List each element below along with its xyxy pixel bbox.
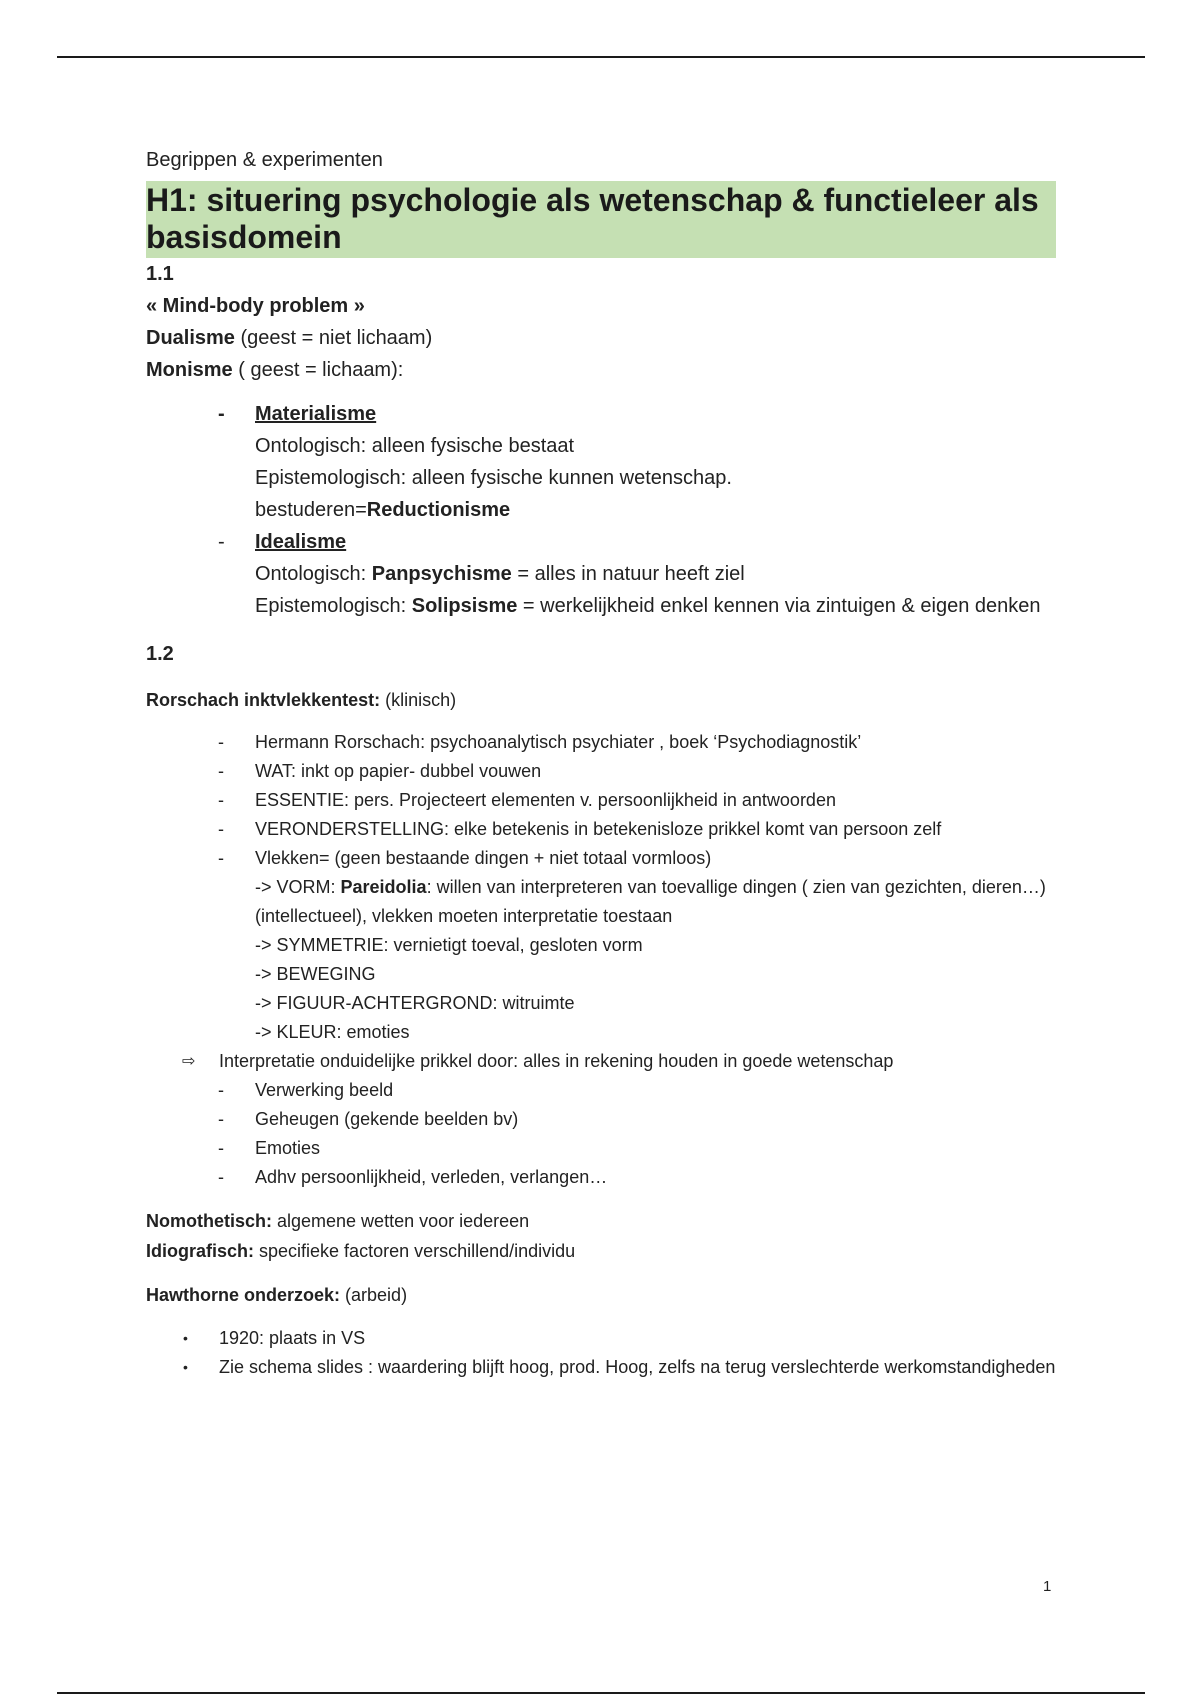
dash-marker: - [218, 1080, 224, 1100]
rorschach-label: Rorschach inktvlekkentest: [146, 690, 381, 710]
hawthorne-label-line [146, 1280, 1061, 1310]
rorschach-tag: (klinisch) [380, 690, 457, 710]
rorschach-label-line [146, 686, 1061, 714]
dash-marker: - [218, 732, 224, 752]
bullet-marker: • [183, 1330, 188, 1346]
list-item-materialisme [146, 398, 1061, 526]
epi-post: = werkelijkheid enkel kennen via zintuigen & eigen denken [517, 595, 1041, 617]
idiografisch-line [146, 1236, 1061, 1266]
monisme-desc: ( geest = lichaam): [232, 359, 404, 381]
reductionisme-term: Reductionisme [366, 499, 511, 521]
list-item [146, 815, 1061, 844]
section-number-1-2: 1.2 [146, 643, 174, 665]
list-item [146, 757, 1061, 786]
dash-marker: - [218, 819, 224, 839]
onto-pre: Ontologisch: [255, 563, 372, 585]
interpretatie-factor: Geheugen (gekende beelden bv) [255, 1109, 519, 1129]
hawthorne-item-text: 1920: plaats in VS [219, 1328, 366, 1348]
materialisme-title: Materialisme [255, 403, 377, 425]
monisme-term: Monisme [146, 359, 233, 381]
panpsychisme-term: Panpsychisme [371, 563, 512, 585]
list-item [146, 1324, 1061, 1353]
dash-marker: - [218, 1138, 224, 1158]
solipsisme-term: Solipsisme [411, 595, 518, 617]
rorschach-item-text: Hermann Rorschach: psychoanalytisch psychiater , boek ‘Psychodiagnostik’ [255, 732, 862, 752]
list-item [146, 786, 1061, 815]
rorschach-list [146, 728, 1061, 1192]
idiografisch-term: Idiografisch: [146, 1241, 255, 1261]
onto-post: = alles in natuur heeft ziel [511, 563, 745, 585]
dash-marker: - [218, 790, 224, 810]
mind-body-problem: « Mind-body problem » [146, 295, 365, 317]
interpretatie-text: Interpretatie onduidelijke prikkel door: alles in rekening houden in goede wetenschap [219, 1051, 894, 1071]
footer-rule [57, 1692, 1145, 1694]
monisme-list [146, 398, 1061, 622]
page-content [146, 146, 1061, 1382]
nomothetisch-line [146, 1206, 1061, 1236]
dash-marker: - [218, 531, 225, 553]
interpretatie-factor: Emoties [255, 1138, 321, 1158]
list-item [146, 1105, 1061, 1134]
list-item [146, 1353, 1061, 1382]
materialisme-epistemologisch: Epistemologisch: alleen fysische kunnen wetenschap. [255, 467, 732, 489]
list-item-beweging: -> BEWEGING [255, 964, 376, 984]
intro-text: Begrippen & experimenten [146, 149, 383, 171]
list-item-interpretatie [146, 1047, 1061, 1076]
hawthorne-item-text: Zie schema slides : waardering blijft hoog, prod. Hoog, zelfs na terug verslechterde werkomstandigheden [219, 1357, 1056, 1377]
epi-pre: Epistemologisch: [255, 595, 412, 617]
vorm-post: : willen van interpreteren van toevallige dingen ( zien van gezichten, dieren…) (intellectueel), vlekken moeten interpretatie toestaan [255, 877, 1046, 926]
idealisme-title: Idealisme [255, 531, 347, 553]
interpretatie-factor: Adhv persoonlijkheid, verleden, verlangen… [255, 1167, 608, 1187]
bullet-marker: • [183, 1359, 188, 1375]
list-item-symmetrie: -> SYMMETRIE: vernietigt toeval, gesloten vorm [255, 935, 643, 955]
idealisme-epistemologisch [255, 590, 1061, 622]
hawthorne-tag: (arbeid) [340, 1285, 408, 1305]
arrow-right-icon: ⇨ [182, 1053, 196, 1070]
reductionisme-pre: bestuderen= [255, 499, 367, 521]
chapter-heading: H1: situering psychologie als wetenschap & functieleer als basisdomein [146, 181, 1056, 258]
rorschach-item-text: Vlekken= (geen bestaande dingen + niet totaal vormloos) [255, 848, 712, 868]
idiografisch-desc: specifieke factoren verschillend/individu [254, 1241, 576, 1261]
list-item-vorm [146, 873, 1061, 931]
hawthorne-list [146, 1324, 1061, 1382]
dash-marker: - [218, 761, 224, 781]
list-item-idealisme [146, 526, 1061, 622]
rorschach-item-text: VERONDERSTELLING: elke betekenis in betekenisloze prikkel komt van persoon zelf [255, 819, 942, 839]
interpretatie-factor: Verwerking beeld [255, 1080, 394, 1100]
list-item [146, 1163, 1061, 1192]
list-item [146, 1076, 1061, 1105]
dash-marker: - [218, 1109, 224, 1129]
dualisme-term: Dualisme [146, 327, 235, 349]
nomothetisch-term: Nomothetisch: [146, 1211, 272, 1231]
pareidolia-term: Pareidolia [340, 877, 427, 897]
list-item [146, 844, 1061, 873]
materialisme-reductionisme [255, 494, 1061, 526]
header-rule [57, 56, 1145, 58]
nomothetisch-desc: algemene wetten voor iedereen [272, 1211, 530, 1231]
list-item-kleur: -> KLEUR: emoties [255, 1022, 410, 1042]
rorschach-item-text: ESSENTIE: pers. Projecteert elementen v. persoonlijkheid in antwoorden [255, 790, 836, 810]
page-number: 1 [1043, 1578, 1052, 1595]
dualisme-line [146, 322, 1061, 354]
monisme-line [146, 354, 1061, 386]
dash-marker: - [218, 848, 224, 868]
dash-marker: - [218, 403, 225, 425]
dualisme-desc: (geest = niet lichaam) [234, 327, 433, 349]
dash-marker: - [218, 1167, 224, 1187]
rorschach-item-text: WAT: inkt op papier- dubbel vouwen [255, 761, 542, 781]
section-number-1-1: 1.1 [146, 263, 174, 285]
list-item [146, 1134, 1061, 1163]
idealisme-ontologisch [255, 558, 1061, 590]
list-item [146, 728, 1061, 757]
materialisme-ontologisch: Ontologisch: alleen fysische bestaat [255, 435, 575, 457]
hawthorne-label: Hawthorne onderzoek: [146, 1285, 341, 1305]
vorm-pre: -> VORM: [255, 877, 341, 897]
list-item-figuur-achtergrond: -> FIGUUR-ACHTERGROND: witruimte [255, 993, 575, 1013]
